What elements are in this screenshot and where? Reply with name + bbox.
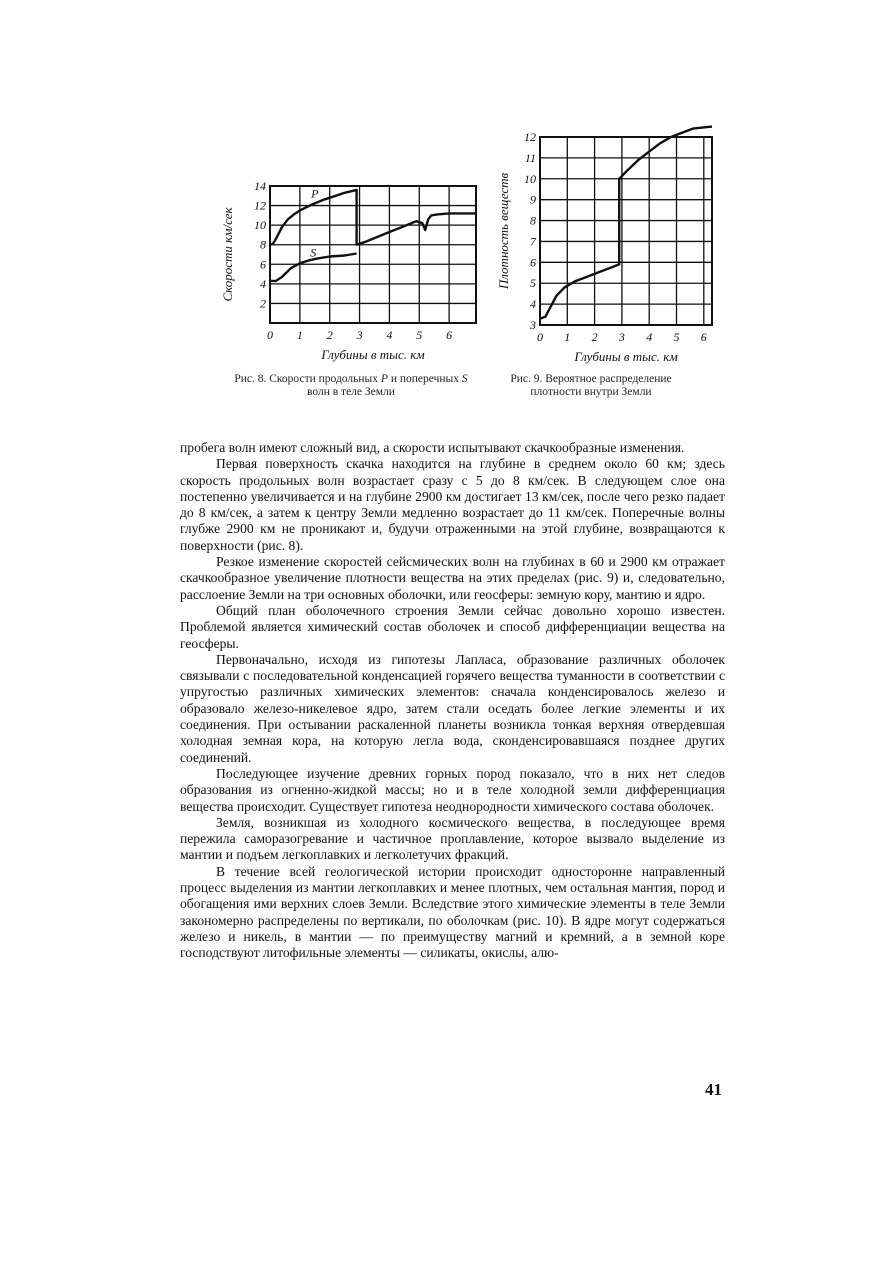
- x-tick-label: 6: [700, 330, 707, 344]
- y-tick-label: 14: [254, 179, 266, 193]
- x-tick-label: 5: [416, 328, 423, 342]
- series-line-P: [270, 190, 476, 245]
- paragraph-6: Последующее изучение древних горных пород показало, что в них нет следов образования из огненно-жидкой массы; но и в теле холодной земли дифференциация вещества происходит. Существует гипотеза неоднородности химического состава оболочек.: [180, 765, 725, 814]
- caption-8-s: S: [461, 373, 468, 385]
- caption-8-part1: Рис. 8. Скорости продольных: [234, 373, 381, 385]
- x-tick-label: 5: [673, 330, 680, 344]
- y-tick-label: 4: [530, 297, 536, 312]
- x-tick-label: 2: [591, 330, 598, 344]
- x-tick-label: 2: [326, 328, 333, 342]
- y-tick-label: 5: [530, 276, 536, 291]
- body-text: [180, 440, 725, 962]
- y-tick-label: 7: [530, 234, 536, 249]
- caption-8-part3: волн в теле Земли: [307, 386, 395, 398]
- series-line-0: [540, 127, 712, 319]
- paragraph-3: Резкое изменение скоростей сейсмических волн на глубинах в 60 и 2900 км отражает скачкообразное увеличение плотности вещества на этих пределах (рис. 9) и, следовательно, расслоение Земли на три основных оболочки, или геосферы: земную кору, мантию и ядро.: [180, 554, 725, 602]
- figure-9: [490, 125, 710, 370]
- y-tick-label: 6: [530, 255, 536, 270]
- x-tick-label: 4: [646, 330, 653, 344]
- y-tick-label: 6: [260, 257, 266, 272]
- x-axis-title: Глубины в тыс. км: [574, 349, 678, 364]
- paragraph-4: Общий план оболочечного строения Земли сейчас довольно хорошо известен. Проблемой является химический состав оболочек и способ дифференциации вещества на геосферы.: [180, 602, 725, 651]
- y-tick-label: 12: [524, 130, 536, 144]
- curve-label-s: S: [310, 245, 317, 260]
- page-number: 41: [705, 1080, 722, 1099]
- x-axis-title: Глубины в тыс. км: [321, 347, 425, 362]
- figure-8: [200, 170, 510, 370]
- y-tick-label: 9: [530, 192, 536, 207]
- x-tick-label: 4: [386, 328, 393, 342]
- paragraph-7: Земля, возникшая из холодного космического вещества, в последующее время пережила саморазогревание и частичное проплавление, которое вызвало выделение из мантии и подъем легкоплавких и легколетучих фракций.: [180, 814, 725, 863]
- caption-8-p: P: [380, 373, 388, 385]
- chart-velocities: [200, 170, 510, 370]
- paragraph-5: Первоначально, исходя из гипотезы Лапласа, образование различных оболочек связывали с последовательной конденсацией горячего вещества туманности в соответствии с упругостью различных химических элементов: сначала конденсировалось железо и образовало железо-никелевое ядро, затем стали оседать более легкие элементы и их соединения. При остывании раскаленной планеты возникла тонкая верхняя отвердевшая холодная земная кора, на которую легла вода, сконденсировавшаяся позднее других соединений.: [180, 651, 725, 765]
- y-tick-label: 10: [254, 218, 266, 233]
- x-tick-label: 6: [446, 328, 453, 342]
- x-tick-label: 1: [296, 328, 303, 342]
- caption-8-part2: и поперечных: [387, 373, 462, 385]
- x-tick-label: 3: [618, 330, 625, 344]
- y-tick-label: 11: [524, 150, 536, 165]
- y-tick-label: 2: [260, 296, 266, 311]
- y-axis-title: Плотность веществ: [496, 172, 511, 290]
- y-tick-label: 12: [254, 198, 266, 213]
- y-tick-label: 8: [260, 237, 266, 252]
- x-tick-label: 0: [267, 328, 273, 342]
- y-tick-label: 8: [530, 213, 536, 228]
- paragraph-1: пробега волн имеют сложный вид, а скорости испытывают скачкообразные изменения.: [180, 440, 685, 455]
- x-tick-label: 1: [564, 330, 571, 344]
- x-tick-label: 3: [356, 328, 363, 342]
- y-tick-label: 3: [530, 318, 536, 332]
- y-tick-label: 4: [260, 276, 266, 291]
- plot-frame: [540, 137, 712, 325]
- paragraph-2: Первая поверхность скачка находится на глубине в среднем около 60 км; здесь скорость продольных волн возрастает сразу с 5 до 8 км/сек. В следующем слое она постепенно увеличивается и на глубине 2900 км достигает 13 км/сек, после чего резко падает до 8 км/сек, а затем к центру Земли медленно возрастает до 11 км/сек. Поперечные волны глубже 2900 км не проникают и, будучи отраженными на этой глубине, возвращаются к поверхности (рис. 8).: [180, 456, 725, 553]
- plot-frame: [270, 186, 476, 323]
- figure-8-caption: [228, 373, 474, 399]
- curve-label-p: P: [311, 186, 319, 201]
- x-tick-label: 0: [537, 330, 543, 344]
- chart-density: [490, 125, 710, 370]
- y-tick-label: 10: [524, 171, 536, 186]
- y-axis-title: Скорости км/сек: [220, 207, 235, 302]
- paragraph-8: В течение всей геологической истории происходит односторонне направленный процесс выделения из мантии легкоплавких и менее плотных, чем остальная мантия, пород и обогащения ими верхних слоев Земли. Вследствие этого химические элементы в теле Земли закономерно распределены по вертикали, по оболочкам (рис. 10). В ядре могут содержаться железо и никель, в мантии — по преимуществу магний и кремний, а в земной коре господствуют литофильные элементы — силикаты, окислы, алю-: [180, 863, 725, 961]
- figure-9-caption: Рис. 9. Вероятное распределение плотности внутри Земли: [510, 373, 672, 398]
